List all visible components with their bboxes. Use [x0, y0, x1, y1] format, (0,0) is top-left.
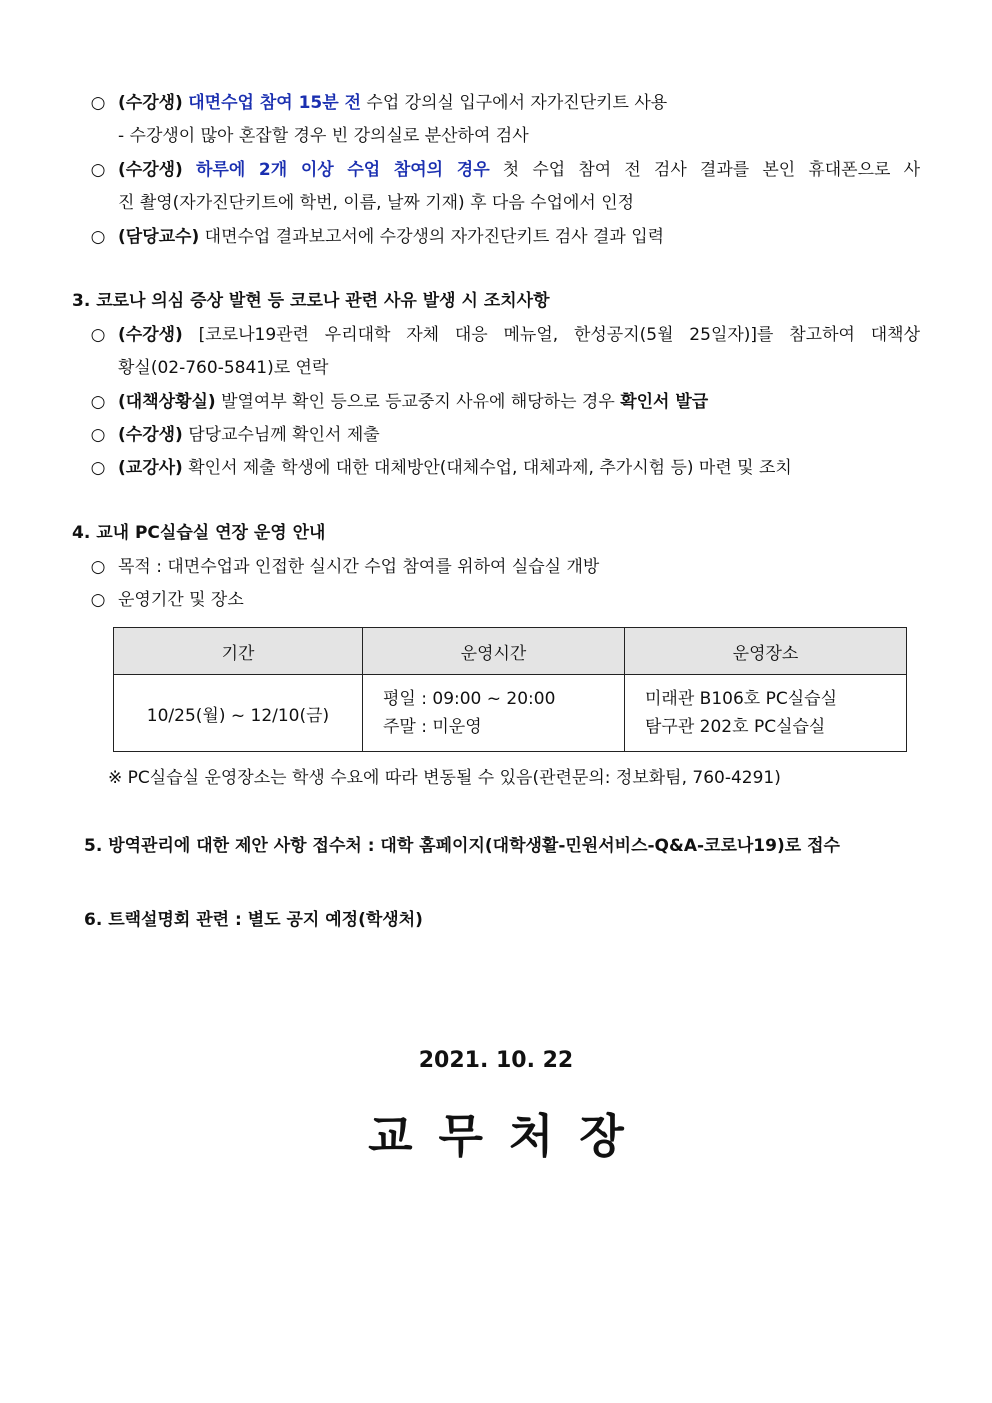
- section-5-title: 5. 방역관리에 대한 제안 사항 접수처 : 대학 홈페이지(대학생활-민원서비스-Q&A-코로나19)로 접수: [84, 836, 840, 856]
- item-student-contact-cont: 황실(02-760-5841)로 연락: [118, 358, 329, 378]
- item-purpose: 목적 : 대면수업과 인접한 실시간 수업 참여를 위하여 실습실 개방: [118, 557, 600, 577]
- place-1: 미래관 B106호 PC실습실: [645, 689, 837, 709]
- cell-period: 10/25(월) ~ 12/10(금): [114, 675, 363, 752]
- item-student-multiple-classes: (수강생) 하루에 2개 이상 수업 참여의 경우 첫 수업 참여 전 검사 결과를 본인 휴대폰으로 사: [118, 160, 921, 180]
- item-student-submit: (수강생) 담당교수님께 확인서 제출: [118, 425, 380, 445]
- cell-places: [625, 675, 907, 752]
- table-header-row: [114, 628, 907, 675]
- section-4-title: 4. 교내 PC실습실 연장 운영 안내: [72, 523, 326, 543]
- table-header-place: 운영장소: [625, 628, 907, 675]
- section-6-title: 6. 트랙설명회 관련 : 별도 공지 예정(학생처): [84, 910, 423, 930]
- place-2: 탐구관 202호 PC실습실: [645, 717, 826, 737]
- bullet-icon: ○: [90, 590, 106, 610]
- cell-hours: [363, 675, 625, 752]
- pc-lab-schedule-table: [113, 627, 907, 752]
- pc-lab-note: ※ PC실습실 운영장소는 학생 수요에 따라 변동될 수 있음(관련문의: 정보화팀, 760-4291): [108, 768, 781, 788]
- hours-weekday: 평일 : 09:00 ~ 20:00: [383, 689, 556, 709]
- table-header-period: 기간: [114, 628, 363, 675]
- bullet-icon: ○: [90, 458, 106, 478]
- issuing-office: 교무처장: [368, 1109, 650, 1163]
- item-student-selftest-sub: - 수강생이 많아 혼잡할 경우 빈 강의실로 분산하여 검사: [118, 126, 529, 146]
- item-instructor-action: (교강사) 확인서 제출 학생에 대한 대체방안(대체수업, 대체과제, 추가시험 등) 마련 및 조치: [118, 458, 792, 478]
- bullet-icon: ○: [90, 93, 106, 113]
- bullet-icon: ○: [90, 325, 106, 345]
- table-header-hours: 운영시간: [363, 628, 625, 675]
- item-period-place: 운영기간 및 장소: [118, 590, 244, 610]
- bullet-icon: ○: [90, 227, 106, 247]
- item-situation-room: (대책상황실) 발열여부 확인 등으로 등교중지 사유에 해당하는 경우 확인서 발급: [118, 392, 709, 412]
- table-row: [114, 675, 907, 752]
- hours-weekend: 주말 : 미운영: [383, 717, 482, 737]
- bullet-icon: ○: [90, 425, 106, 445]
- bullet-icon: ○: [90, 392, 106, 412]
- bullet-icon: ○: [90, 557, 106, 577]
- bullet-icon: ○: [90, 160, 106, 180]
- section-3-title: 3. 코로나 의심 증상 발현 등 코로나 관련 사유 발생 시 조치사항: [72, 291, 550, 311]
- issue-date: 2021. 10. 22: [418, 1048, 574, 1073]
- item-student-selftest: (수강생) 대면수업 참여 15분 전 수업 강의실 입구에서 자가진단키트 사용: [118, 93, 668, 113]
- item-student-multiple-classes-cont: 진 촬영(자가진단키트에 학번, 이름, 날짜 기재) 후 다음 수업에서 인정: [118, 193, 635, 213]
- item-student-contact: (수강생) [코로나19관련 우리대학 자체 대응 메뉴얼, 한성공지(5월 25일자)]를 참고하여 대책상: [118, 325, 921, 345]
- item-professor-report: (담당교수) 대면수업 결과보고서에 수강생의 자가진단키트 검사 결과 입력: [118, 227, 665, 247]
